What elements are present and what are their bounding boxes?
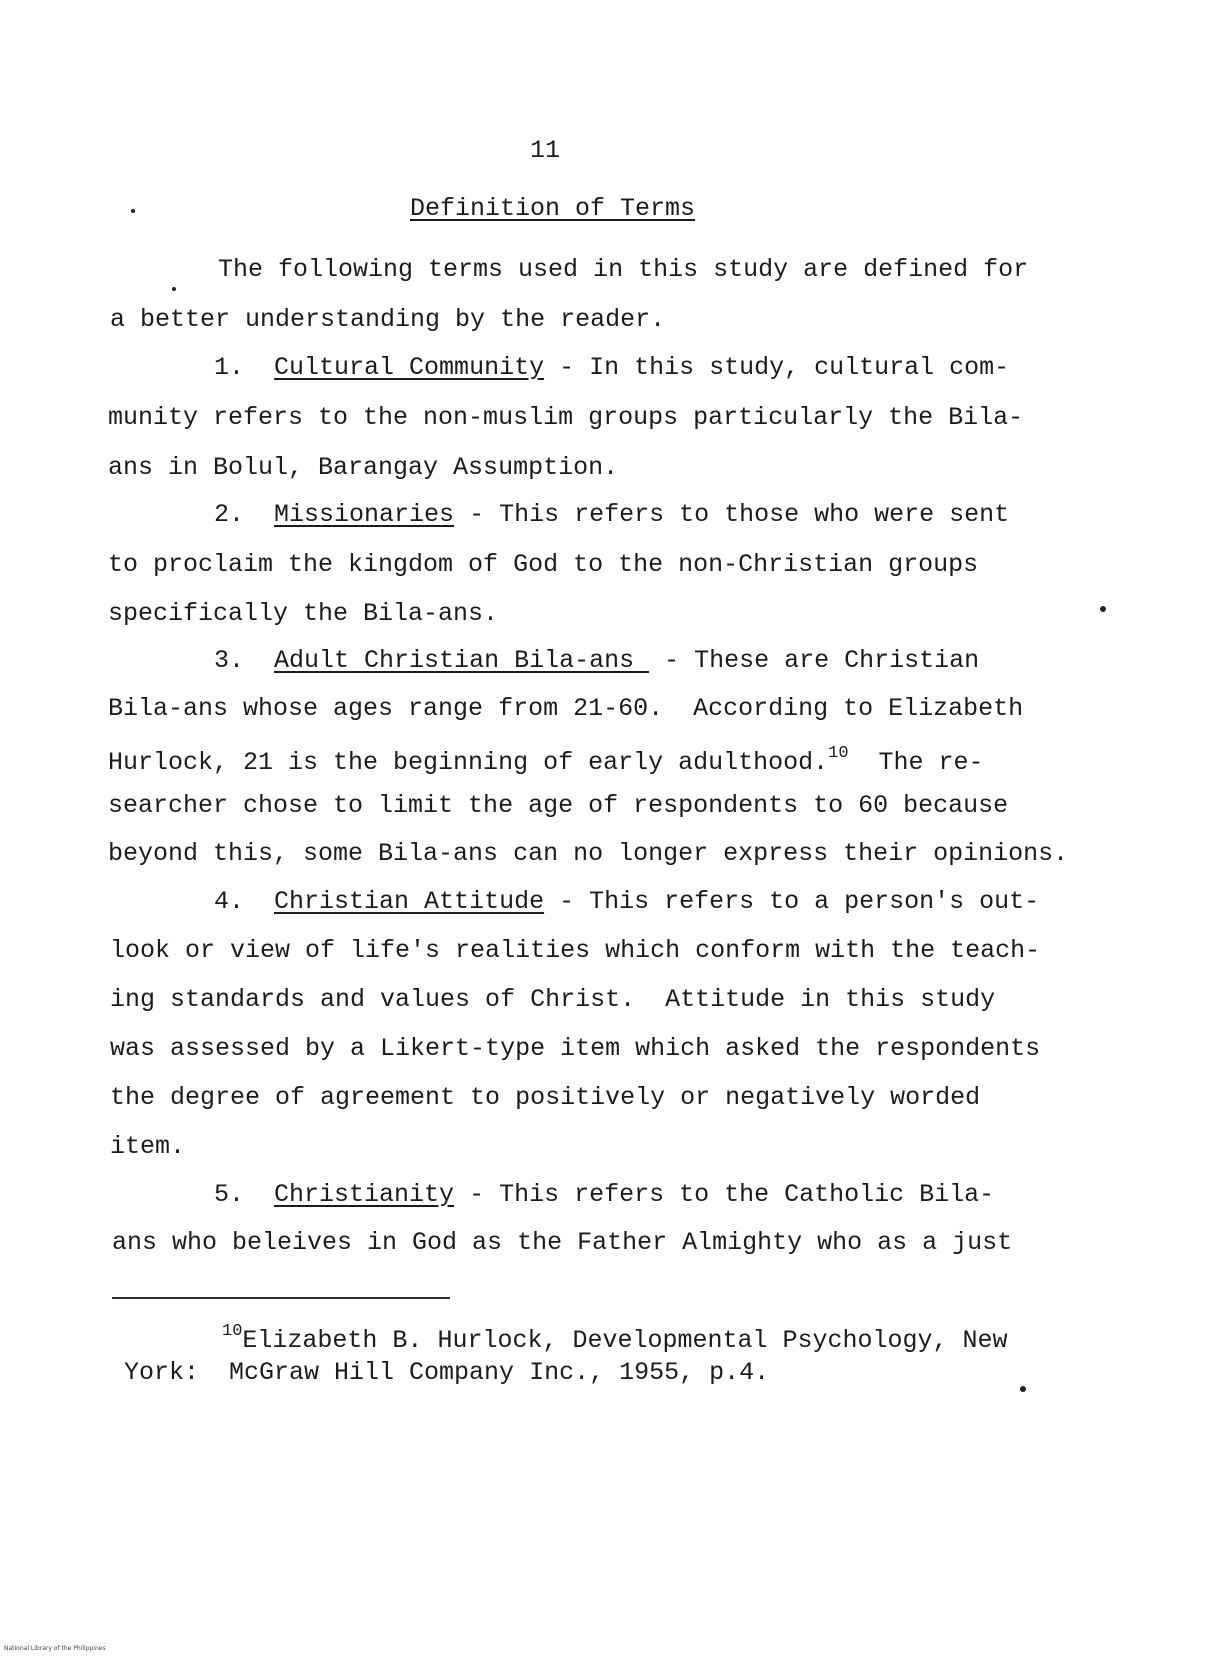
term-2-line: to proclaim the kingdom of God to the non-Christian groups <box>108 550 979 579</box>
term-4-line: the degree of agreement to positively or negatively worded <box>110 1083 981 1112</box>
term-1-line: ans in Bolul, Barangay Assumption. <box>108 453 619 482</box>
term-name: Adult Christian Bila-ans <box>274 646 650 675</box>
term-definition: - This refers to the Catholic Bila- <box>454 1180 995 1209</box>
term-3-line: searcher chose to limit the age of respondents to 60 because <box>108 791 1009 820</box>
footnote-number: 10 <box>222 1322 243 1341</box>
intro-line-1: The following terms used in this study are defined for <box>218 255 1029 284</box>
term-1-line: munity refers to the non-muslim groups particularly the Bila- <box>108 403 1024 432</box>
term-number: 4. <box>214 887 245 916</box>
term-4-line: item. <box>110 1132 186 1161</box>
footnote-reference: 10 <box>828 744 849 763</box>
term-definition: - This refers to a person's out- <box>544 887 1040 916</box>
term-number: 1. <box>214 353 245 382</box>
term-name: Christianity <box>274 1180 455 1209</box>
page-number: 11 <box>530 136 561 165</box>
term-2-line: specifically the Bila-ans. <box>108 599 499 628</box>
term-number: 3. <box>214 646 245 675</box>
term-number: 2. <box>214 500 245 529</box>
term-1-first-line <box>214 355 1009 380</box>
term-3-text: Hurlock, 21 is the beginning of early adulthood. <box>108 748 829 777</box>
term-definition: - These are Christian <box>649 646 980 675</box>
term-4-line: ing standards and values of Christ. Attitude in this study <box>110 985 996 1014</box>
scan-speck <box>1100 606 1106 612</box>
term-name: Christian Attitude <box>274 887 545 916</box>
term-3-line: Bila-ans whose ages range from 21-60. According to Elizabeth <box>108 694 1024 723</box>
term-4-line: was assessed by a Likert-type item which asked the respondents <box>110 1034 1041 1063</box>
term-5-first-line <box>214 1182 994 1207</box>
term-definition: - This refers to those who were sent <box>454 500 1010 529</box>
term-3-text: The re- <box>848 748 984 777</box>
term-number: 5. <box>214 1180 245 1209</box>
term-3-line: beyond this, some Bila-ans can no longer express their opinions. <box>108 839 1069 868</box>
term-4-line: look or view of life's realities which conform with the teach- <box>110 936 1041 965</box>
term-name: Cultural Community <box>274 353 545 382</box>
footnote-line-1 <box>222 1323 1008 1353</box>
term-3-hurlock-line <box>108 745 984 775</box>
term-3-first-line <box>214 648 979 673</box>
footnote-text: Elizabeth B. Hurlock, Developmental Psychology, New <box>242 1326 1008 1355</box>
scan-speck <box>172 287 176 291</box>
footnote-separator <box>112 1297 450 1299</box>
term-2-first-line <box>214 502 1009 527</box>
term-definition: - In this study, cultural com- <box>544 353 1010 382</box>
scan-speck <box>131 209 135 213</box>
term-4-first-line <box>214 889 1039 914</box>
page-title: Definition of Terms <box>410 194 696 223</box>
library-stamp: National Library of the Philippines <box>4 1645 106 1652</box>
term-5-line: ans who beleives in God as the Father Almighty who as a just <box>112 1228 1013 1257</box>
intro-line-2: a better understanding by the reader. <box>110 305 666 334</box>
footnote-line-2: York: McGraw Hill Company Inc., 1955, p.4. <box>124 1358 770 1387</box>
term-name: Missionaries <box>274 500 455 529</box>
scan-speck <box>1020 1386 1026 1392</box>
